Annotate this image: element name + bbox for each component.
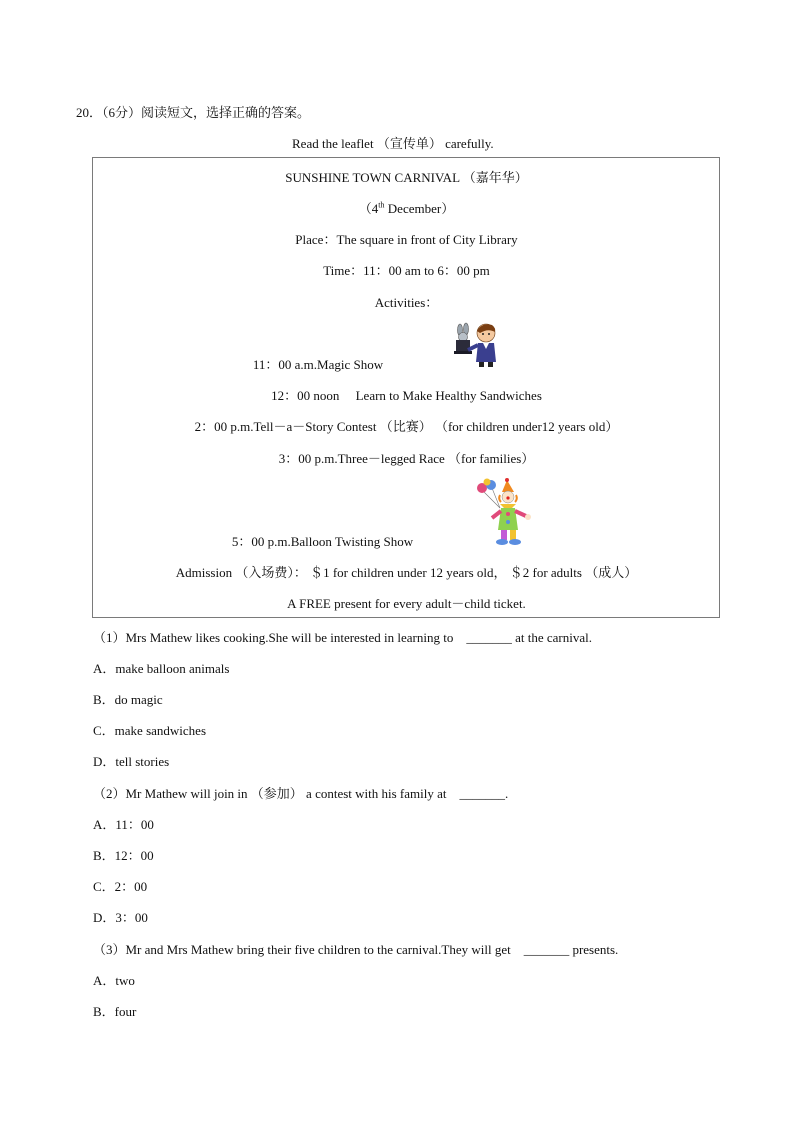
question-2-option-c[interactable]: C．2：00 [93, 879, 148, 894]
question-3-option-a[interactable]: A．two [93, 973, 135, 988]
question-2-option-d[interactable]: D．3：00 [93, 910, 148, 925]
question-2-stem: （2）Mr Mathew will join in （参加） a contest with his family at _______. [93, 786, 509, 801]
leaflet-activities-label: Activities： [374, 295, 439, 310]
leaflet-instruction: Read the leaflet （宣传单） carefully. [292, 136, 494, 151]
activity-balloon-show: 5：00 p.m.Balloon Twisting Show [231, 534, 414, 549]
question-1-stem: （1）Mrs Mathew likes cooking.She will be interested in learning to _______ at the carnival. [93, 630, 592, 645]
question-1-option-d[interactable]: D．tell stories [93, 754, 170, 769]
activity-sandwiches: 12：00 noon Learn to Make Healthy Sandwiches [271, 388, 542, 403]
leaflet-admission: Admission （入场费）： ＄1 for children under 12 years old， ＄2 for adults （成人） [175, 565, 638, 580]
leaflet-title: SUNSHINE TOWN CARNIVAL （嘉年华） [285, 170, 528, 185]
question-3-option-b[interactable]: B．four [93, 1004, 137, 1019]
activity-magic-show: 11：00 a.m.Magic Show [252, 357, 384, 372]
question-2-option-a[interactable]: A．11：00 [93, 817, 154, 832]
question-1-option-a[interactable]: A．make balloon animals [93, 661, 230, 676]
leaflet-date: （4th December） [358, 200, 455, 216]
question-3-stem: （3）Mr and Mrs Mathew bring their five children to the carnival.They will get _______ presents. [93, 942, 619, 957]
leaflet-place: Place：The square in front of City Library [295, 232, 518, 247]
leaflet-free-present: A FREE present for every adult－child ticket. [287, 596, 526, 611]
question-2-option-b[interactable]: B．12：00 [93, 848, 154, 863]
question-1-option-c[interactable]: C．make sandwiches [93, 723, 207, 738]
leaflet-time: Time：11：00 am to 6：00 pm [323, 263, 490, 278]
activity-three-legged-race: 3：00 p.m.Three－legged Race （for families） [278, 451, 535, 466]
question-1-option-b[interactable]: B．do magic [93, 692, 163, 707]
question-number-label: 20．（6分）阅读短文，选择正确的答案。 [76, 105, 311, 120]
activity-story-contest: 2：00 p.m.Tell－a－Story Contest （比赛） （for children under12 years old） [194, 419, 619, 434]
